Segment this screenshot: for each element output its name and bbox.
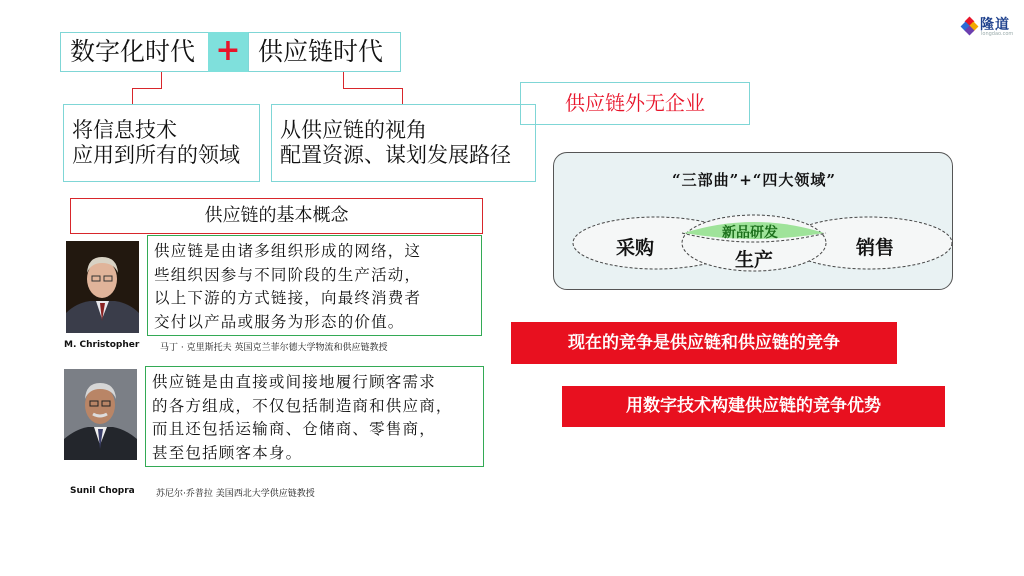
connector-line — [343, 72, 344, 88]
logo-subtext: longdao.com — [981, 31, 1014, 37]
quote-chopra — [145, 366, 484, 467]
trilogy-diagram — [553, 152, 953, 290]
quote-line: 供应链是由诸多组织形成的网络，这 — [154, 242, 422, 260]
logo-text: 隆道 — [980, 17, 1010, 33]
person-name-christopher: M. Christopher — [64, 340, 140, 350]
quote-line: 供应链是由直接或间接地履行顾客需求 — [152, 373, 436, 391]
connector-line — [132, 88, 162, 89]
logo-mark-icon — [962, 18, 978, 34]
quote-line: 而且还包括运输商、仓储商、零售商， — [152, 420, 436, 438]
person-name-chopra: Sunil Chopra — [70, 486, 135, 496]
plus-sign: + — [208, 32, 248, 72]
portrait-christopher — [66, 241, 139, 333]
connector-line — [343, 88, 403, 89]
desc-digital — [63, 104, 260, 182]
connector-line — [161, 72, 162, 88]
desc-line: 配置资源、谋划发展路径 — [280, 143, 511, 167]
quote-line: 交付以产品或服务为形态的价值。 — [154, 312, 405, 331]
diagram-rnd: 新品研发 — [722, 225, 778, 241]
quote-line: 以上下游的方式链接，向最终消费者 — [154, 289, 422, 307]
title-supply-chain-era: 供应链时代 — [248, 32, 401, 72]
quote-line: 的各方组成，不仅包括制造商和供应商， — [152, 396, 453, 415]
desc-line: 从供应链的视角 — [280, 118, 427, 142]
desc-supply-chain — [271, 104, 536, 182]
brand-logo — [962, 14, 1018, 40]
connector-line — [402, 88, 403, 104]
connector-line — [132, 88, 133, 104]
person-info-chopra: 苏尼尔·乔普拉 美国西北大学供应链教授 — [156, 489, 315, 499]
desc-line: 将信息技术 — [72, 118, 177, 142]
slogan-box: 供应链外无企业 — [520, 82, 750, 125]
quote-line: 些组织因参与不同阶段的生产活动， — [154, 265, 422, 284]
diagram-title: “三部曲”+“四大领域” — [671, 171, 837, 189]
desc-line: 应用到所有的领域 — [72, 143, 240, 167]
person-info-christopher: 马丁 · 克里斯托夫 英国克兰菲尔德大学物流和供应链教授 — [160, 343, 388, 353]
portrait-chopra — [64, 369, 137, 460]
concept-title: 供应链的基本概念 — [70, 198, 483, 234]
diagram-sales: 销售 — [856, 237, 895, 259]
diagram-production: 生产 — [735, 249, 774, 271]
banner-competition: 现在的竞争是供应链和供应链的竞争 — [511, 322, 897, 364]
quote-christopher — [147, 235, 482, 336]
quote-line: 甚至包括顾客本身。 — [152, 443, 303, 462]
title-digital-era: 数字化时代 — [60, 32, 210, 72]
banner-digital-advantage: 用数字技术构建供应链的竞争优势 — [562, 386, 945, 427]
diagram-procurement: 采购 — [616, 237, 655, 259]
